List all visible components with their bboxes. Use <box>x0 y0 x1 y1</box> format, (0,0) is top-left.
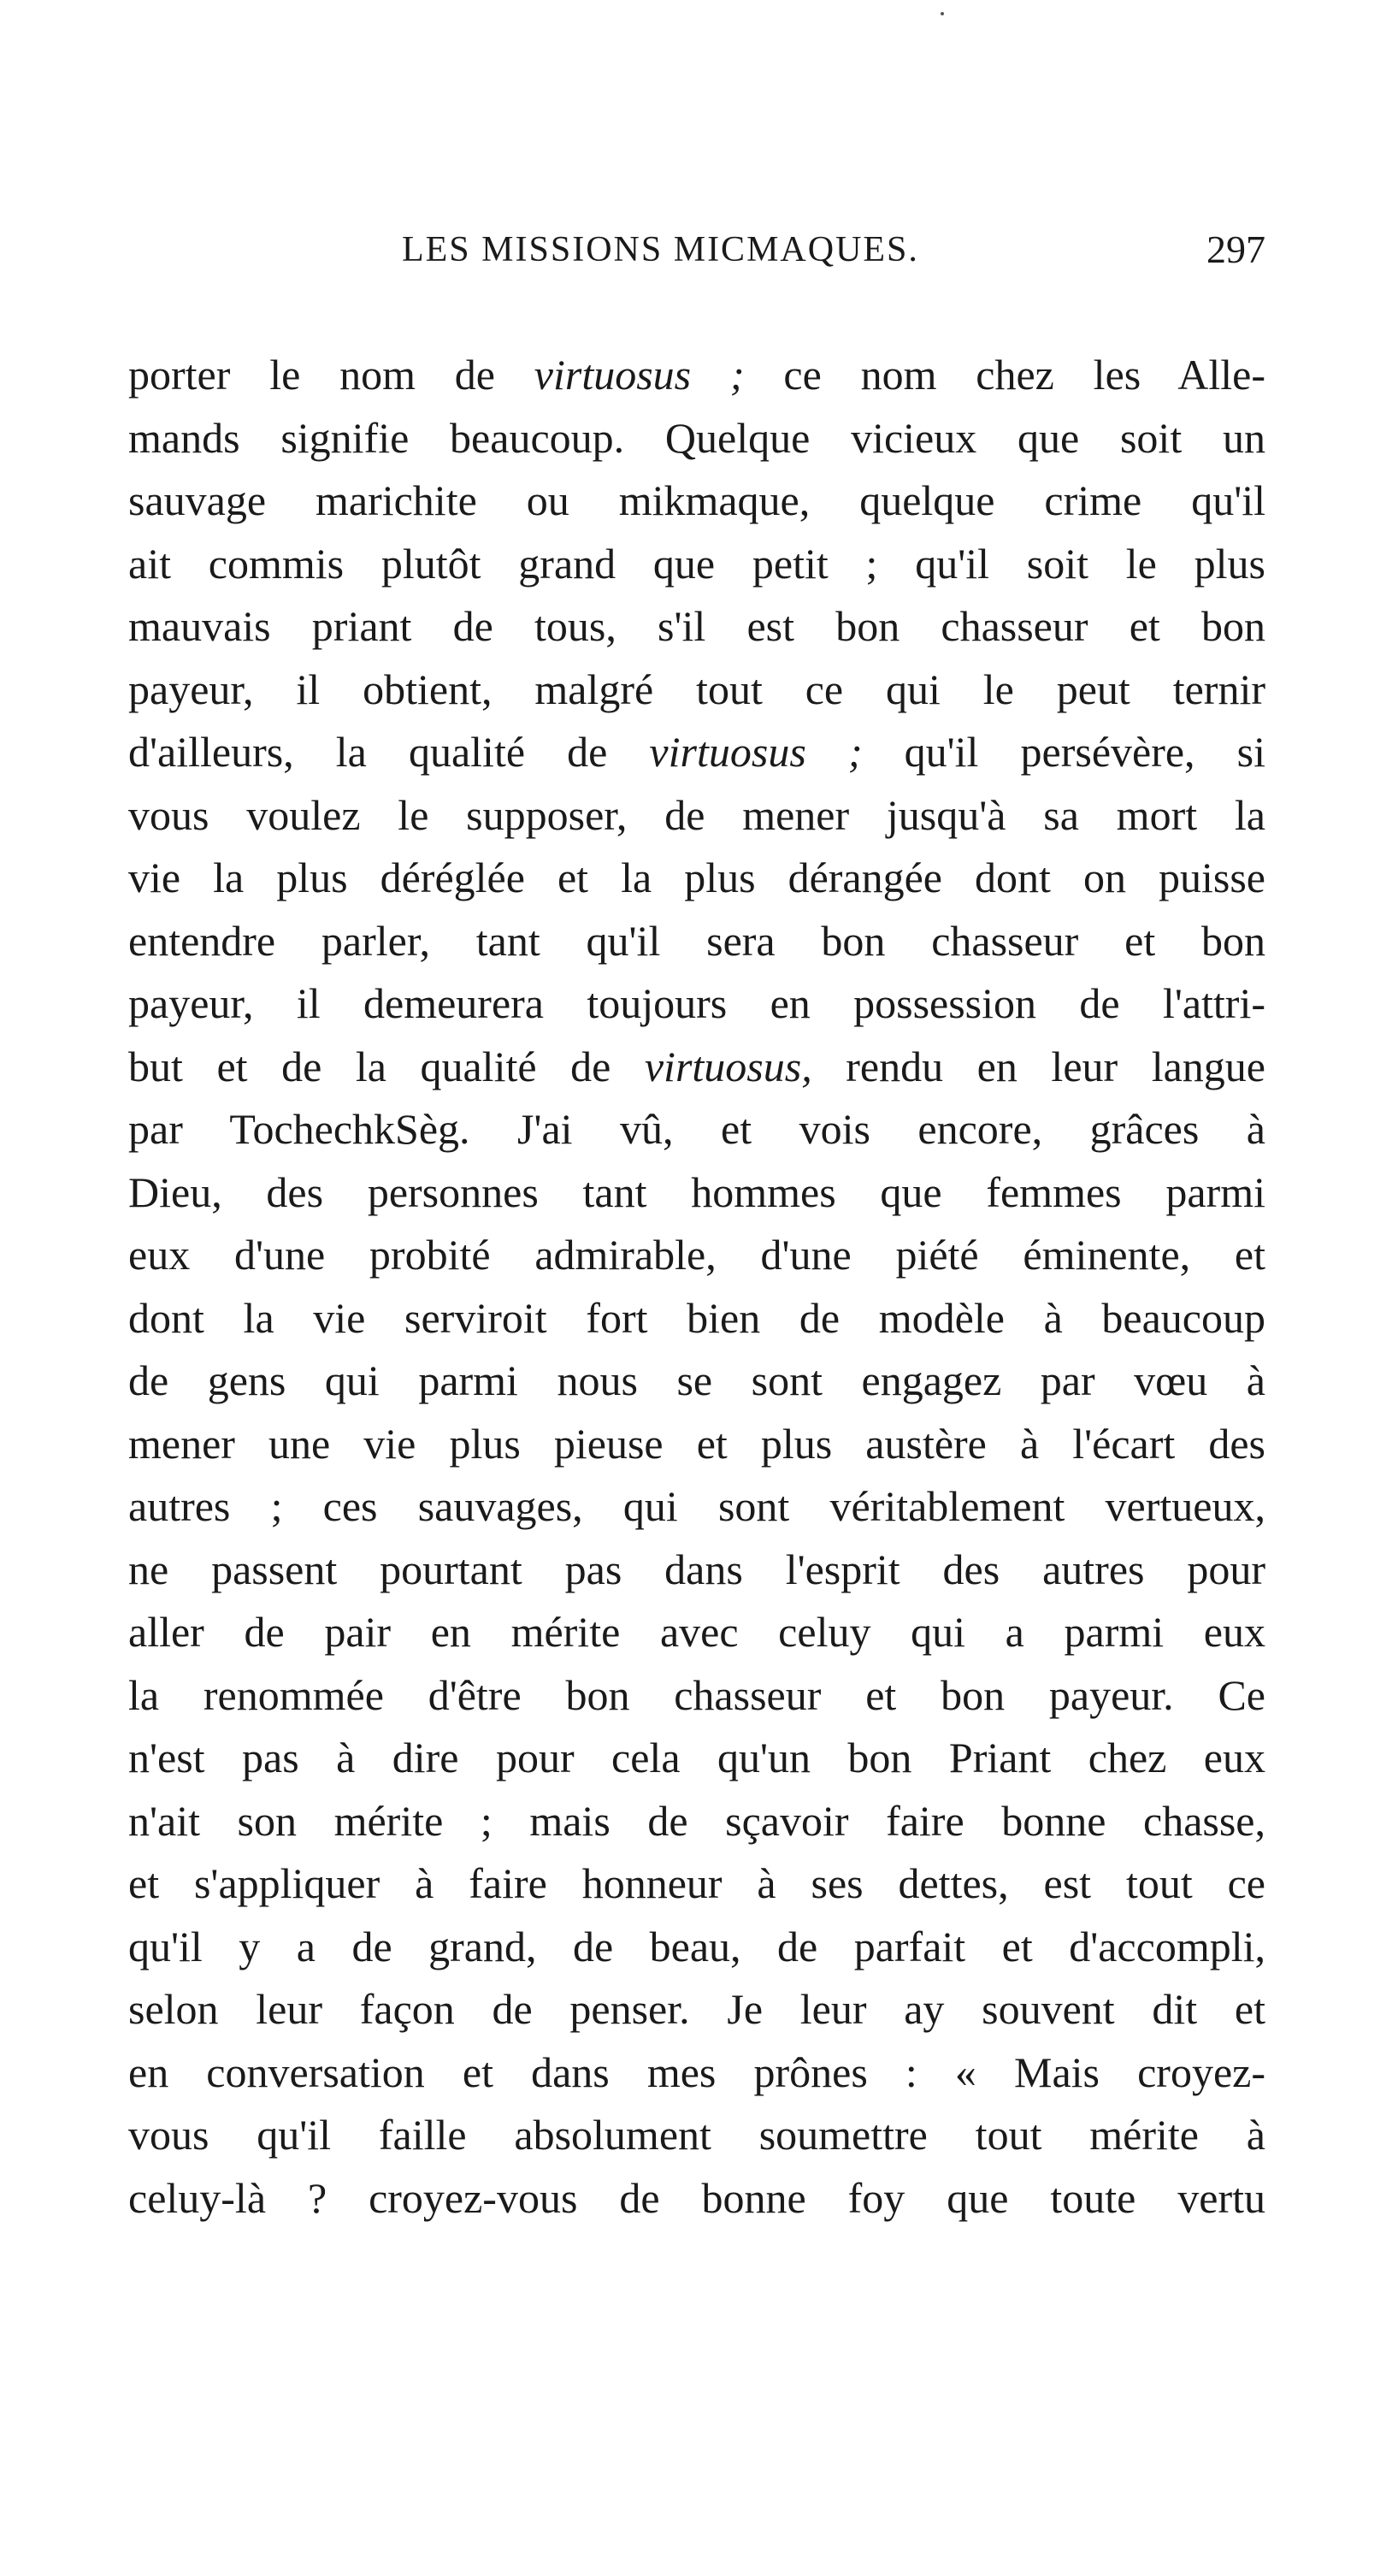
text-line: qu'il y a de grand, de beau, de parfait et d'accompli, <box>128 1922 1265 1970</box>
text-line: eux d'une probité admirable, d'une piété éminente, et <box>128 1231 1265 1279</box>
body-text <box>128 344 1265 2230</box>
text-line: celuy-là ? croyez-vous de bonne foy que toute vertu <box>128 2173 1265 2222</box>
text-line: mauvais priant de tous, s'il est bon chasseur et bon <box>128 602 1265 650</box>
text-line: payeur, il obtient, malgré tout ce qui le peut ternir <box>128 665 1265 713</box>
text-line: la renommée d'être bon chasseur et bon payeur. Ce <box>128 1670 1265 1719</box>
text-line: sauvage marichite ou mikmaque, quelque crime qu'il <box>128 476 1265 524</box>
text-line: ait commis plutôt grand que petit ; qu'il soit le plus <box>128 539 1265 588</box>
text-line: aller de pair en mérite avec celuy qui a parmi eux <box>128 1608 1265 1656</box>
text-line: dont la vie serviroit fort bien de modèle à beaucoup <box>128 1293 1265 1342</box>
text-line: Dieu, des personnes tant hommes que femmes parmi <box>128 1167 1265 1216</box>
text-line: et s'appliquer à faire honneur à ses dettes, est tout ce <box>128 1859 1265 1907</box>
text-line: autres ; ces sauvages, qui sont véritablement vertueux, <box>128 1482 1265 1530</box>
text-line: n'est pas à dire pour cela qu'un bon Priant chez eux <box>128 1734 1265 1781</box>
text-line: d'ailleurs, la qualité de virtuosus ; qu'il persévère, si <box>128 728 1265 776</box>
text-line: porter le nom de virtuosus ; ce nom chez les Alle- <box>128 351 1265 399</box>
text-line: vous voulez le supposer, de mener jusqu'à sa mort la <box>128 790 1265 839</box>
text-line: mener une vie plus pieuse et plus austère à l'écart des <box>128 1419 1265 1468</box>
text-line: entendre parler, tant qu'il sera bon chasseur et bon <box>128 916 1265 965</box>
text-line: en conversation et dans mes prônes : « Mais croyez- <box>128 2047 1265 2096</box>
text-line: selon leur façon de penser. Je leur ay souvent dit et <box>128 1985 1265 2033</box>
running-head <box>128 224 1265 275</box>
running-title: LES MISSIONS MICMAQUES. <box>402 230 919 269</box>
text-line: payeur, il demeurera toujours en possession de l'attri- <box>128 979 1265 1027</box>
text-line: mands signifie beaucoup. Quelque vicieux que soit un <box>128 413 1265 462</box>
text-line: vous qu'il faille absolument soumettre tout mérite à <box>128 2111 1265 2159</box>
ink-speck <box>941 12 944 15</box>
text-line: vie la plus déréglée et la plus dérangée dont on puisse <box>128 854 1265 901</box>
text-line: n'ait son mérite ; mais de sçavoir faire bonne chasse, <box>128 1796 1265 1845</box>
page-number: 297 <box>1206 227 1265 271</box>
text-line: but et de la qualité de virtuosus, rendu en leur langue <box>128 1042 1265 1090</box>
text-line: de gens qui parmi nous se sont engagez par vœu à <box>128 1356 1265 1404</box>
text-line: par TochechkSèg. J'ai vû, et vois encore, grâces à <box>128 1105 1265 1153</box>
text-line: ne passent pourtant pas dans l'esprit des autres pour <box>128 1545 1265 1593</box>
